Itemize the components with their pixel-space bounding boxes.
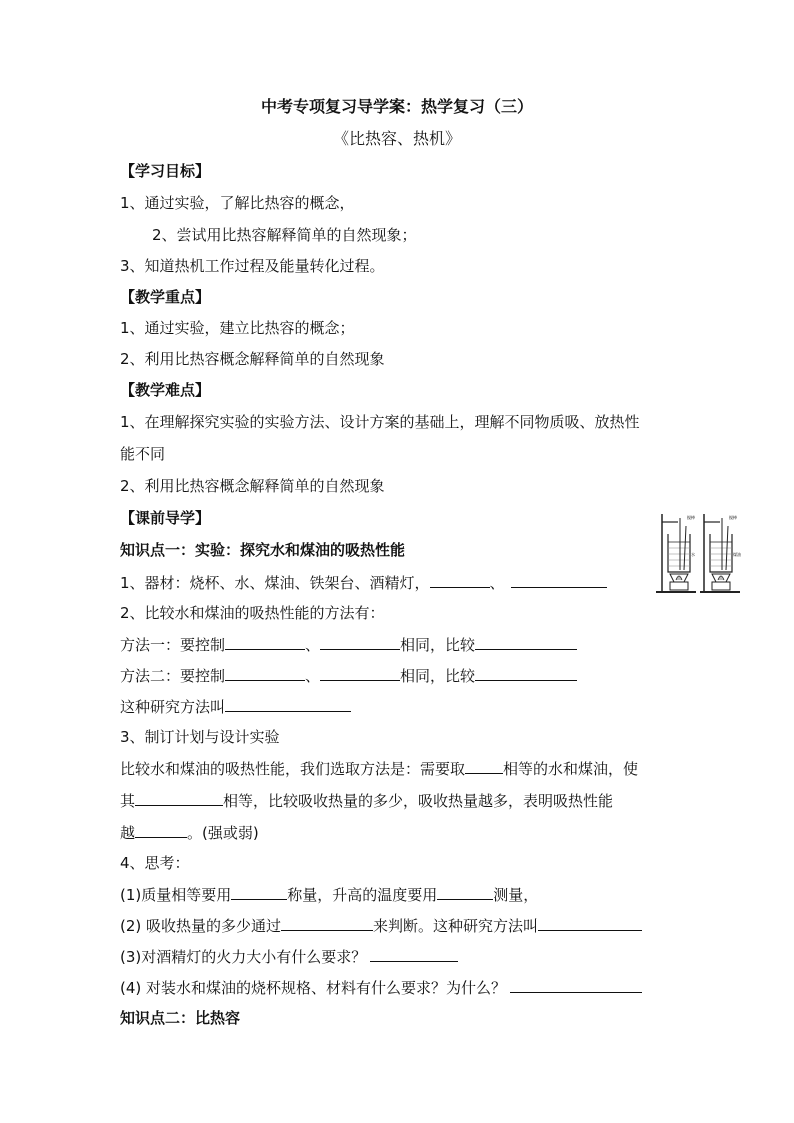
question-text: (2) 吸收热量的多少通过 [120,917,282,935]
question-text: (3)对酒精灯的火力大小有什么要求？ [120,948,367,966]
method-1-line [120,634,577,655]
page-title: 中考专项复习导学案：热学复习（三） [260,97,533,116]
blank-field[interactable] [465,758,503,774]
key-point-item: 2、利用比热容概念解释简单的自然现象 [120,350,385,368]
method-2-line [120,665,577,686]
difficulty-item: 2、利用比热容概念解释简单的自然现象 [120,477,385,495]
plan-text: 相等的水和煤油，使 [503,760,639,778]
difficulty-item: 1、在理解探究实验的实验方法、设计方案的基础上，理解不同物质吸、放热性 [120,413,640,431]
difficulty-item-cont: 能不同 [120,445,166,463]
label-stir-right: 搅棒 [729,515,737,520]
question-text: (4) 对装水和煤油的烧杯规格、材料有什么要求？为什么？ [120,979,507,997]
plan-paragraph-line [120,790,613,811]
plan-text: 越 [120,824,136,842]
key-point-item: 1、通过实验，建立比热容的概念； [120,319,355,337]
method-same: 相同，比较 [400,667,476,685]
method-same: 相同，比较 [400,636,476,654]
knowledge-point-2-title: 知识点二：比热容 [120,1009,241,1027]
blank-field[interactable] [320,665,400,681]
question-text: 称量，升高的温度要用 [287,886,438,904]
blank-field[interactable] [225,696,351,712]
plan-paragraph-line [120,822,259,843]
label-oil: 煤油 [733,552,741,557]
blank-field[interactable] [511,572,607,588]
question-1 [120,884,538,905]
research-method-line [120,696,351,717]
plan-title: 3、制订计划与设计实验 [120,728,280,746]
blank-field[interactable] [231,884,287,900]
blank-field[interactable] [475,665,577,681]
plan-paragraph-line [120,758,638,779]
method-prefix: 方法二：要控制 [120,667,226,685]
question-text: 来判断。这种研究方法叫 [373,917,539,935]
section-heading-preview: 【课前导学】 [120,509,211,527]
blank-field[interactable] [437,884,493,900]
blank-field[interactable] [430,572,490,588]
equipment-text: 1、器材：烧杯、水、煤油、铁架台、酒精灯， [120,574,430,592]
blank-field[interactable] [475,634,577,650]
plan-text: 比较水和煤油的吸热性能，我们选取方法是：需要取 [120,760,466,778]
blank-field[interactable] [225,665,305,681]
question-3 [120,946,458,967]
section-heading-goals: 【学习目标】 [120,162,211,180]
apparatus-illustration [656,510,742,596]
blank-field[interactable] [320,634,400,650]
blank-field[interactable] [281,915,373,931]
plan-text: 。(强或弱) [187,824,259,842]
question-2 [120,915,642,936]
separator: 、 [305,667,321,685]
plan-text: 其 [120,792,136,810]
question-text: (1)质量相等要用 [120,886,232,904]
blank-field[interactable] [135,822,187,838]
label-stir-left: 搅棒 [687,515,695,520]
question-4 [120,977,642,998]
blank-field[interactable] [370,946,458,962]
blank-field[interactable] [225,634,305,650]
page-subtitle: 《比热容、热机》 [332,129,461,148]
blank-field[interactable] [538,915,642,931]
section-heading-difficulties: 【教学难点】 [120,381,211,399]
blank-field[interactable] [135,790,223,806]
knowledge-point-1-title: 知识点一：实验：探究水和煤油的吸热性能 [120,541,406,559]
plan-text: 相等，比较吸收热量的多少，吸收热量越多，表明吸热性能 [223,792,614,810]
methods-title: 2、比较水和煤油的吸热性能的方法有： [120,604,385,622]
goal-item: 3、知道热机工作过程及能量转化过程。 [120,257,385,275]
research-method-text: 这种研究方法叫 [120,698,226,716]
goal-item: 2、尝试用比热容解释简单的自然现象； [152,226,417,244]
label-water: 水 [691,552,695,557]
equipment-line [120,572,607,593]
separator: 、 [489,574,505,592]
separator: 、 [305,636,321,654]
section-heading-key-points: 【教学重点】 [120,288,211,306]
question-text: 测量， [493,886,539,904]
goal-item: 1、通过实验，了解比热容的概念， [120,194,355,212]
think-title: 4、思考： [120,854,190,872]
blank-field[interactable] [510,977,642,993]
method-prefix: 方法一：要控制 [120,636,226,654]
